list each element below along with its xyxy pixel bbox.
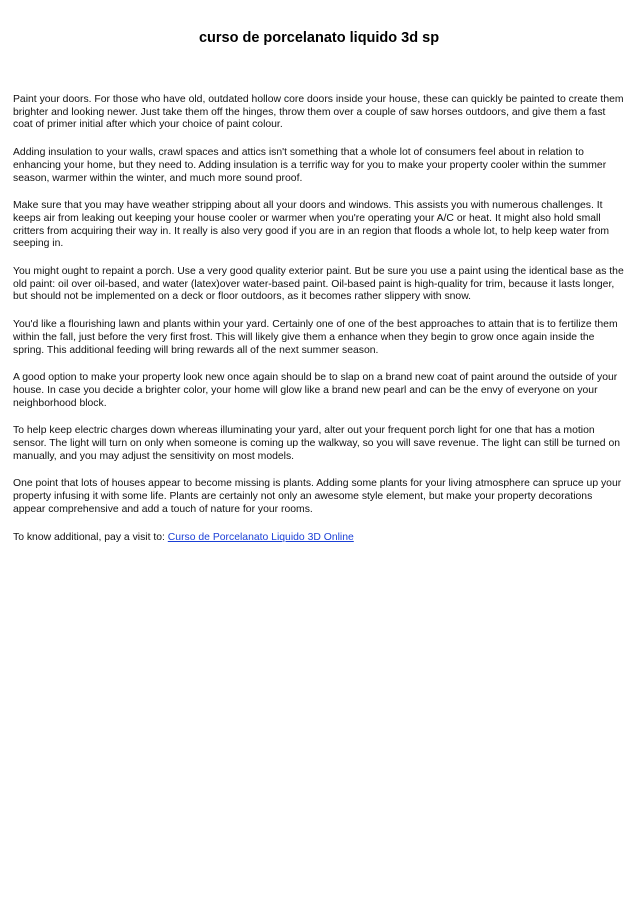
- paragraph-porch-paint: You might ought to repaint a porch. Use a very good quality exterior paint. But be sure you use a paint using the identical base as the old paint: oil over oil-based, and water (latex)over water-based paint. Oil-based paint is high-quality for trim, because it lasts longer, but should not be implemented on a deck or floor outdoors, as it becomes rather slippery with snow.: [13, 266, 624, 303]
- paragraph-insulation: Adding insulation to your walls, crawl spaces and attics isn't something that a whole lot of consumers feel about in relation to enhancing your home, but they need to. Adding insulation is a terrific way for you to make your property cooler within the summer season, warmer within the winter, and much more sound proof.: [13, 147, 607, 184]
- paragraph-doors: Paint your doors. For those who have old, outdated hollow core doors inside your house, these can quickly be painted to create them brighter and looking newer. Just take them off the hinges, throw them over a couple of saw horses outdoors, and give them a fast coat of primer initial after which your choice of paint colour.: [13, 94, 624, 131]
- closing-prefix: To know additional, pay a visit to:: [13, 531, 168, 543]
- paragraph-exterior-paint: A good option to make your property look new once again should be to slap on a brand new coat of paint around the outside of your house. In case you decide a brighter color, your home will glow like a brand new pearl and can be the envy of everyone on your neighborhood block.: [13, 372, 618, 409]
- paragraph-motion-light: To help keep electric charges down whereas illuminating your yard, alter out your frequent porch light for one that has a motion sensor. The light will turn on only when someone is coming up the walkway, so you will save revenue. The light can still be turned on manually, and you may adjust the sensitivity on most models.: [13, 425, 621, 462]
- paragraph-lawn: You'd like a flourishing lawn and plants within your yard. Certainly one of one of the best approaches to attain that is to fertilize them within the fall, just before the very first frost. This will likely give them a enhance when they begin to grow once again inside the spring. This additional feeding will bring rewards all of the next summer season.: [13, 319, 618, 356]
- closing-paragraph: [13, 532, 625, 545]
- paragraph-plants: One point that lots of houses appear to become missing is plants. Adding some plants for your living atmosphere can spruce up your property infusing it with some life. Plants are certainly not only an awesome style element, but make your property decorations appear comprehensive and add a touch of nature for your rooms.: [13, 478, 622, 515]
- course-link[interactable]: Curso de Porcelanato Liquido 3D Online: [167, 531, 354, 543]
- page-title: curso de porcelanato liquido 3d sp: [198, 30, 440, 46]
- paragraph-weather-stripping: Make sure that you may have weather stripping about all your doors and windows. This assists you with numerous challenges. It keeps air from leaking out keeping your house cooler or warmer when you're operating your A/C or heat. It might also hold small critters from acquiring their way in. It really is also very good if you are in an region that floods a whole lot, to help keep water from seeping in.: [13, 200, 610, 250]
- article-body: [13, 94, 625, 559]
